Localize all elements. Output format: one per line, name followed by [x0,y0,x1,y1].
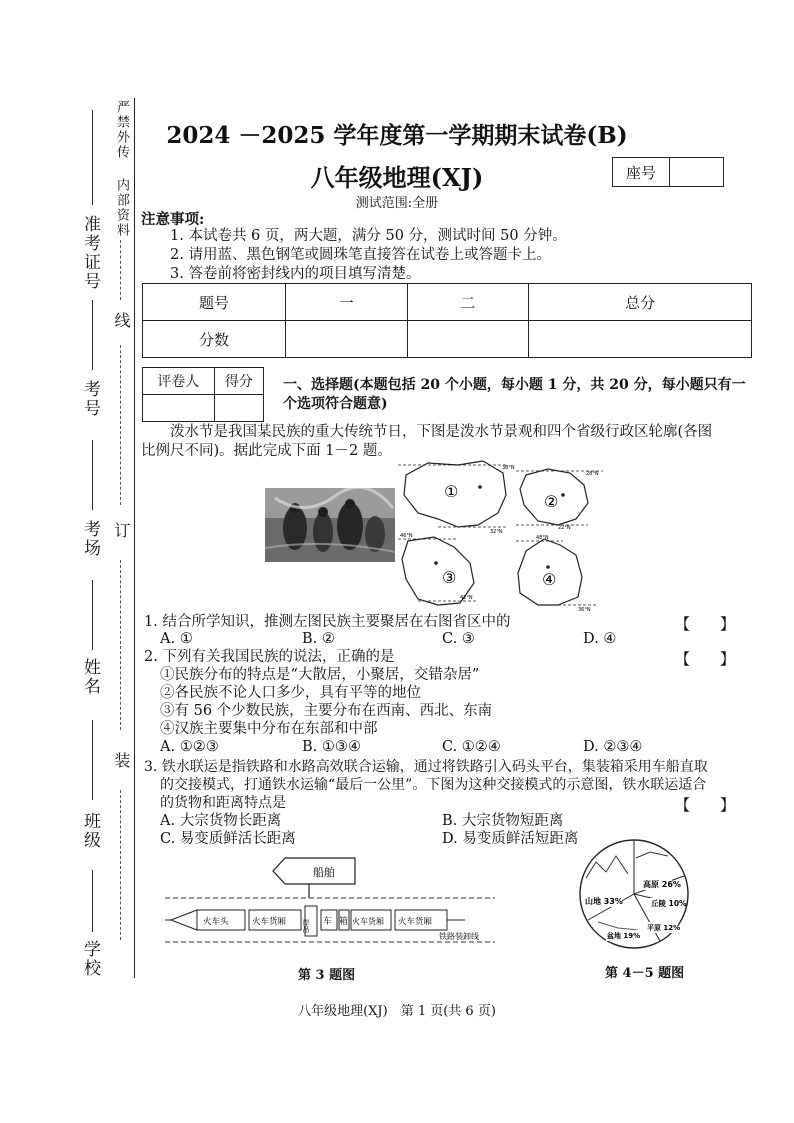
line-mark: 线 [112,312,131,330]
rail-line-label: 铁路装卸线 [439,932,479,941]
answer-bracket[interactable]: 【 】 [675,615,736,633]
question-2-stem: 2. 下列有关我国民族的说法，正确的是 [144,649,395,665]
seat-number-label: 座号 [613,158,670,186]
score-header-cell: 一 [286,284,408,321]
section-heading: 个选项符合题意) [283,396,388,412]
option-b[interactable]: B. ② [302,631,335,647]
answer-bracket[interactable]: 【 】 [675,650,736,668]
ding-mark: 订 [112,522,131,540]
score-header-cell: 总分 [529,284,752,321]
option-a[interactable]: A. 大宗货物长距离 [160,813,282,829]
statement-3: ③有 56 个少数民族，主要分布在西南、西北、东南 [160,703,493,719]
question-3-stem: 的货物和距离特点是 [160,795,286,811]
shore-crane-label: 岸吊 [302,919,310,933]
statement-1: ①民族分布的特点是“大散居，小聚居，交错杂居” [160,667,480,683]
question-3-stem: 的交接模式，打通铁水运输“最后一公里”。下图为这种交接模式的示意图，铁水联运适合 [160,777,707,793]
car-label: 车 [323,917,333,927]
option-c[interactable]: C. ①②④ [442,739,501,755]
figure-3-caption: 第 3 题图 [298,968,356,983]
map-label-3: ③ [442,568,457,587]
lat-label: 48°N [536,535,549,541]
grader-field[interactable] [143,395,215,422]
seal-line [120,240,121,300]
option-b[interactable]: B. ①③④ [302,739,361,755]
lat-label: 42°N [460,595,473,601]
score-header-cell: 二 [407,284,529,321]
note-item: 3. 答卷前将密封线内的项目填写清楚。 [170,266,421,282]
seat-no-field[interactable] [92,300,93,370]
box-label: 箱 [339,917,349,927]
seat-number-field[interactable] [670,158,723,186]
rail-water-diagram [165,850,495,950]
school-field[interactable] [92,870,93,932]
answer-bracket[interactable]: 【 】 [675,796,736,814]
pie-label-plateau: 高原 26% [643,880,681,889]
lat-label: 22°N [558,525,571,531]
note-item: 1. 本试卷共 6 页，两大题，满分 50 分，测试时间 50 分钟。 [170,228,567,244]
name-field[interactable] [92,580,93,650]
score-cell[interactable] [529,321,752,358]
seal-line [120,345,121,505]
name-label: 姓名 [80,658,100,696]
option-d[interactable]: D. ④ [583,631,617,647]
option-a[interactable]: A. ①②③ [160,739,219,755]
school-label: 学校 [80,940,100,978]
lat-label: 36°N [578,607,591,613]
zhuang-mark: 装 [112,752,131,770]
pie-label-plain: 平原 12% [647,924,681,932]
exam-id-label: 准考证号 [80,215,100,291]
seat-number-box [612,157,724,187]
terrain-pie-chart [578,838,690,950]
option-c[interactable]: C. ③ [442,631,475,647]
lat-label: 32°N [490,529,503,535]
margin-rule [134,98,135,978]
score-cell[interactable] [286,321,408,358]
option-c[interactable]: C. 易变质鲜活长距离 [160,831,296,847]
figure-45-caption: 第 4－5 题图 [605,966,685,981]
security-label: 严禁外传 [114,100,129,160]
lat-label: 38°N [502,465,515,471]
option-d[interactable]: D. ②③④ [583,739,643,755]
internal-label: 内部资料 [114,178,129,238]
pie-label-hill: 丘陵 10% [651,899,687,908]
grader-label: 评卷人 [143,368,215,395]
note-item: 2. 请用蓝、黑色钢笔或圆珠笔直接答在试卷上或答题卡上。 [170,247,551,263]
section-heading: 一、选择题(本题包括 20 个小题，每小题 1 分，共 20 分，每小题只有一 [283,377,746,393]
lat-label: 46°N [400,533,413,539]
pie-label-mountain: 山地 33% [585,897,623,906]
score-field[interactable] [214,395,263,422]
option-d[interactable]: D. 易变质鲜活短距离 [442,831,579,847]
seat-no-label: 考号 [80,380,100,418]
grader-table [142,367,264,422]
ship-label: 船舶 [313,866,335,879]
exam-scope: 测试范围:全册 [355,196,439,211]
province-outlines-map [398,455,613,613]
question-3-stem: 3. 铁水联运是指铁路和水路高效联合运输，通过将铁路引入码头平台，集装箱采用车船直取 [144,759,708,775]
seal-line [120,790,121,940]
score-header-cell: 题号 [143,284,286,321]
room-field[interactable] [92,440,93,510]
map-label-2: ② [544,492,559,511]
score-cell[interactable] [407,321,529,358]
option-a[interactable]: A. ① [160,631,193,647]
score-table [142,283,752,358]
train-head-label: 火车头 [203,917,229,927]
room-label: 考场 [80,520,100,558]
map-label-1: ① [444,482,459,501]
freight-car-label: 火车货厢 [352,917,384,926]
map-label-4: ④ [542,570,557,589]
statement-2: ②各民族不论人口多少，具有平等的地位 [160,685,421,701]
score-label: 得分 [214,368,263,395]
lat-label: 28°N [586,471,599,477]
class-field[interactable] [92,720,93,800]
score-row-label: 分数 [143,321,286,358]
passage-intro: 比例尺不同)。据此完成下面 1－2 题。 [141,443,392,459]
class-label: 班级 [80,812,100,850]
option-b[interactable]: B. 大宗货物短距离 [442,813,564,829]
pie-label-basin: 盆地 19% [607,932,641,940]
page-footer: 八年级地理(XJ) 第 1 页(共 6 页) [298,1004,496,1019]
freight-car-label: 火车货厢 [398,917,433,927]
seal-line [120,560,121,730]
exam-subtitle: 八年级地理(XJ) [310,163,484,192]
statement-4: ④汉族主要集中分布在东部和中部 [160,721,378,737]
exam-title: 2024 －2025 学年度第一学期期末试卷(B) [166,122,628,149]
question-1-stem: 1. 结合所学知识，推测左图民族主要聚居在右图省区中的 [144,614,511,630]
freight-car-label: 火车货厢 [252,917,287,927]
water-festival-photo [265,488,395,562]
notes-heading: 注意事项: [141,211,205,228]
passage-intro: 泼水节是我国某民族的重大传统节日，下图是泼水节景观和四个省级行政区轮廓(各图 [170,424,713,440]
